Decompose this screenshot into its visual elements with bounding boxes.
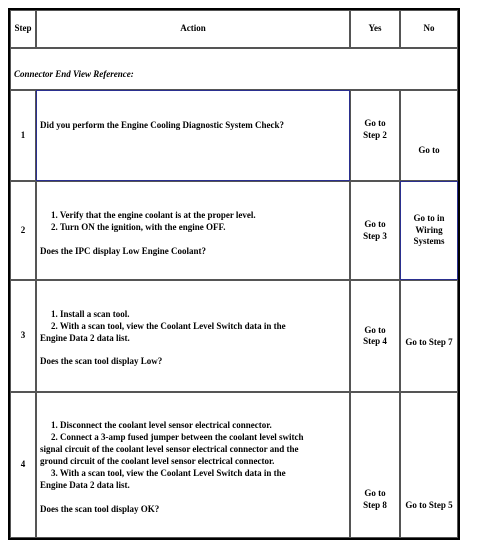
step-2-yes-line-2: Step 3: [363, 230, 387, 241]
step-4-action: [36, 392, 350, 538]
step-4-action-line-1: 1. Disconnect the coolant level sensor electrical connector.: [51, 420, 272, 430]
step-3-question: Does the scan tool display Low?: [40, 356, 163, 366]
step-4-action-line-3: signal circuit of the coolant level sensor electrical connector and the: [40, 444, 299, 454]
step-2-no-line-3: Systems: [413, 236, 445, 247]
step-1-yes-line-1: Go to: [364, 118, 386, 128]
step-4-action-line-4: ground circuit of the coolant level sensor electrical connector.: [40, 456, 275, 466]
step-4-question: Does the scan tool display OK?: [40, 504, 160, 514]
step-2-action-line-2: 2. Turn ON the ignition, with the engine OFF.: [51, 222, 226, 232]
step-1-no: [400, 90, 458, 181]
step-3-yes: [350, 280, 400, 392]
header-yes: Yes: [350, 10, 400, 48]
step-1-number: 1: [10, 90, 36, 181]
step-4-yes-line-2: Step 8: [363, 499, 387, 510]
step-1-yes: [350, 90, 400, 181]
step-2-action-line-1: 1. Verify that the engine coolant is at the proper level.: [51, 210, 256, 220]
step-2-number: 2: [10, 181, 36, 280]
step-2-action: [36, 181, 350, 280]
step-3-action-line-3: Engine Data 2 data list.: [40, 333, 130, 343]
step-2-no-line-1: Go to in: [413, 213, 445, 224]
header-action: Action: [36, 10, 350, 48]
step-3-number: 3: [10, 280, 36, 392]
step-2-yes-line-1: Go to: [364, 219, 386, 229]
step-1-question: Did you perform the Engine Cooling Diagnostic System Check?: [40, 120, 285, 130]
step-3-yes-line-1: Go to: [364, 324, 386, 335]
step-3-no-line-1: Go to Step 7: [405, 337, 453, 348]
step-4-action-line-2: 2. Connect a 3-amp fused jumper between the coolant level switch: [51, 432, 304, 442]
step-4-number: 4: [10, 392, 36, 538]
step-4-yes: [350, 392, 400, 538]
step-1-no-line-1: Go to: [418, 144, 440, 155]
step-4-yes-line-1: Go to: [364, 488, 386, 498]
header-step: Step: [10, 10, 36, 48]
step-2-question: Does the IPC display Low Engine Coolant?: [40, 246, 207, 256]
step-4-no: [400, 392, 458, 538]
connector-reference-text: Connector End View Reference:: [14, 69, 134, 79]
step-4-no-line-1: Go to Step 5: [405, 500, 453, 510]
connector-reference-row: [10, 48, 458, 90]
step-4-action-line-5: 3. With a scan tool, view the Coolant Level Switch data in the: [51, 468, 286, 478]
step-1-action: [36, 90, 350, 181]
step-2-yes: [350, 181, 400, 280]
step-2-no: [400, 181, 458, 280]
step-2-no-line-2: Wiring: [415, 224, 443, 235]
step-3-action: [36, 280, 350, 392]
step-3-no: [400, 280, 458, 392]
step-1-yes-line-2: Step 2: [363, 129, 387, 140]
step-3-action-line-1: 1. Install a scan tool.: [51, 309, 130, 319]
step-4-action-line-6: Engine Data 2 data list.: [40, 480, 130, 490]
diagnostic-table: [8, 8, 460, 540]
step-3-action-line-2: 2. With a scan tool, view the Coolant Level Switch data in the: [51, 321, 286, 331]
header-no: No: [400, 10, 458, 48]
step-3-yes-line-2: Step 4: [363, 336, 387, 346]
